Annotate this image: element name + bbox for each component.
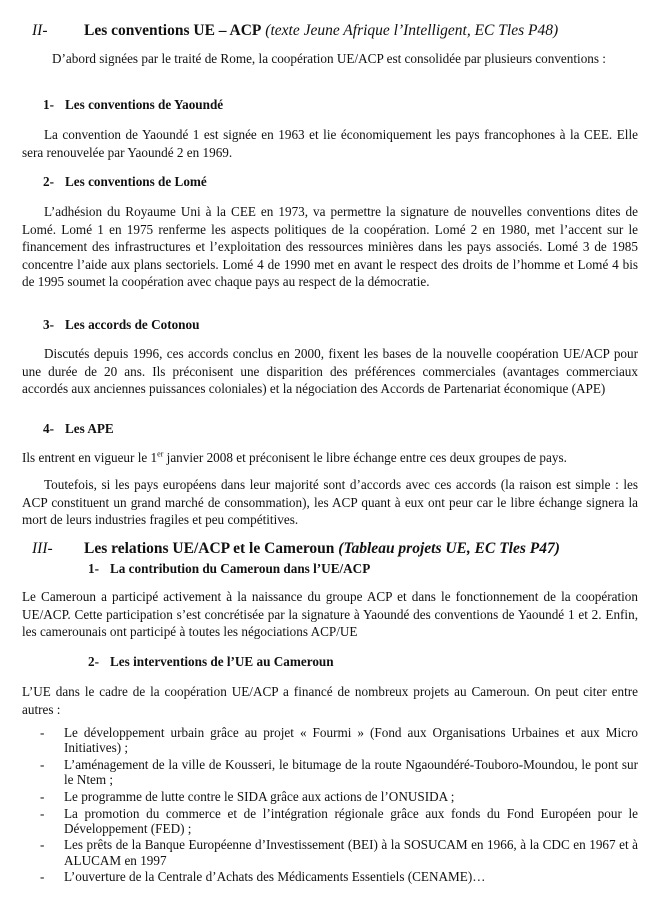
section-heading-cameroun [32, 540, 560, 558]
list-item [40, 725, 638, 755]
subheading-number: 4- [43, 421, 54, 436]
bullet-dash: - [40, 837, 45, 853]
section-heading-conventions [32, 22, 558, 40]
subheading-yaounde [43, 96, 223, 113]
ape-text-end: janvier 2008 et préconisent le libre échange entre ces deux groupes de pays. [163, 450, 567, 465]
subheading-title: Les conventions de Lomé [65, 174, 207, 189]
subheading-number: 3- [43, 317, 54, 332]
list-item-text: Le programme de lutte contre le SIDA grâce aux actions de l’ONUSIDA ; [64, 788, 455, 804]
list-item [40, 837, 638, 867]
list-item-text: Les prêts de la Banque Européenne d’Investissement (BEI) à la SOSUCAM en 1966, à la CDC en 1967 et à ALUCAM en 1997 [64, 837, 638, 868]
subheading-title: Les interventions de l’UE au Cameroun [110, 654, 334, 669]
list-item-text: La promotion du commerce et de l’intégration régionale grâce aux fonds du Fond Européen pour le Développement (FED) ; [64, 805, 638, 836]
ape-superscript: er [157, 449, 164, 459]
ape-paragraph-2: Toutefois, si les pays européens dans leur majorité sont d’accords avec ces accords (la raison est simple : les ACP constituent un grand marché de consommation), les ACP quant à eux ont peur car le libre échange signera la mort de leurs industries fragiles et peu compétitives. [22, 477, 638, 527]
subheading-ape [43, 420, 114, 437]
list-item-text: L’aménagement de la ville de Kousseri, le bitumage de la route Ngaoundéré-Touboro-Moundou, le pont sur le Ntem ; [64, 756, 638, 788]
yaounde-paragraph: La convention de Yaoundé 1 est signée en 1963 et lie économiquement les pays francophones à la CEE. Elle sera renouvelée par Yaoundé 2 en 1969. [22, 127, 638, 160]
list-item-text: L’ouverture de la Centrale d’Achats des Médicaments Essentiels (CENAME)… [64, 869, 486, 885]
contribution-paragraph: Le Cameroun a participé activement à la naissance du groupe ACP et dans le fonctionnement de la coopération UE/ACP. Cette participation s’est concrétisée par la signature à Yaoundé des conventions de Yaoundé 1 et 2. Enfin, les camerounais ont participé à toutes les négociations ACP/UE [22, 589, 638, 639]
section-source: (texte Jeune Afrique l’Intelligent, EC Tles P48) [265, 22, 559, 39]
subheading-cotonou [43, 316, 199, 333]
subheading-interventions [88, 653, 334, 670]
section-title: Les relations UE/ACP et le Cameroun [84, 540, 335, 557]
subheading-number: 1- [43, 97, 54, 112]
list-item [40, 789, 638, 804]
interventions-list [40, 725, 638, 886]
bullet-dash: - [40, 805, 45, 821]
bullet-dash: - [40, 725, 45, 740]
section-source: (Tableau projets UE, EC Tles P47) [338, 540, 560, 557]
list-item-text: Le développement urbain grâce au projet « Fourmi » (Fond aux Organisations Urbaines et aux Micro Initiatives) ; [64, 725, 638, 756]
subheading-number: 1- [88, 561, 99, 576]
bullet-dash: - [40, 869, 45, 885]
section-number: II- [32, 22, 48, 39]
subheading-number: 2- [43, 174, 54, 189]
ape-paragraph-1 [22, 449, 638, 467]
interventions-paragraph: L’UE dans le cadre de la coopération UE/ACP a financé de nombreux projets au Cameroun. On peut citer entre autres : [22, 684, 638, 717]
subheading-title: Les APE [65, 421, 114, 436]
list-item [40, 806, 638, 836]
subheading-title: Les accords de Cotonou [65, 317, 200, 332]
bullet-dash: - [40, 756, 45, 772]
subheading-lome [43, 173, 207, 190]
cotonou-paragraph: Discutés depuis 1996, ces accords conclus en 2000, fixent les bases de la nouvelle coopération UE/ACP pour une durée de 20 ans. Ils préconisent une disparition des préférences commerciales (avantages commerciaux accordés aux anciennes puissances coloniales) et la négociation des Accords de Partenariat économique (APE) [22, 346, 638, 396]
list-item [40, 869, 638, 884]
section-title: Les conventions UE – ACP [84, 22, 262, 39]
subheading-number: 2- [88, 654, 99, 669]
subheading-title: La contribution du Cameroun dans l’UE/ACP [110, 561, 371, 576]
ape-text-start: Ils entrent en vigueur le 1 [22, 450, 158, 465]
subheading-contribution [88, 560, 370, 577]
lome-paragraph: L’adhésion du Royaume Uni à la CEE en 1973, va permettre la signature de nouvelles conventions dites de Lomé. Lomé 1 en 1975 renferme les aspects politiques de la coopération. Lomé 2 en 1980, met l’accent sur le financement des infrastructures et l’exploitation des ressources minières dans les pays associés. Lomé 3 de 1985 concentre l’aide aux plans sectoriels. Lomé 4 de 1990 met en avant le respect des droits de l’homme et Lomé 4 bis de 1995 soumet la coopération avec chaque pays au respect de la démocratie. [22, 204, 638, 289]
section-number: III- [32, 540, 53, 557]
subheading-title: Les conventions de Yaoundé [65, 97, 224, 112]
list-item [40, 757, 638, 787]
bullet-dash: - [40, 788, 45, 804]
intro-paragraph: D’abord signées par le traité de Rome, la coopération UE/ACP est consolidée par plusieurs conventions : [52, 51, 606, 66]
